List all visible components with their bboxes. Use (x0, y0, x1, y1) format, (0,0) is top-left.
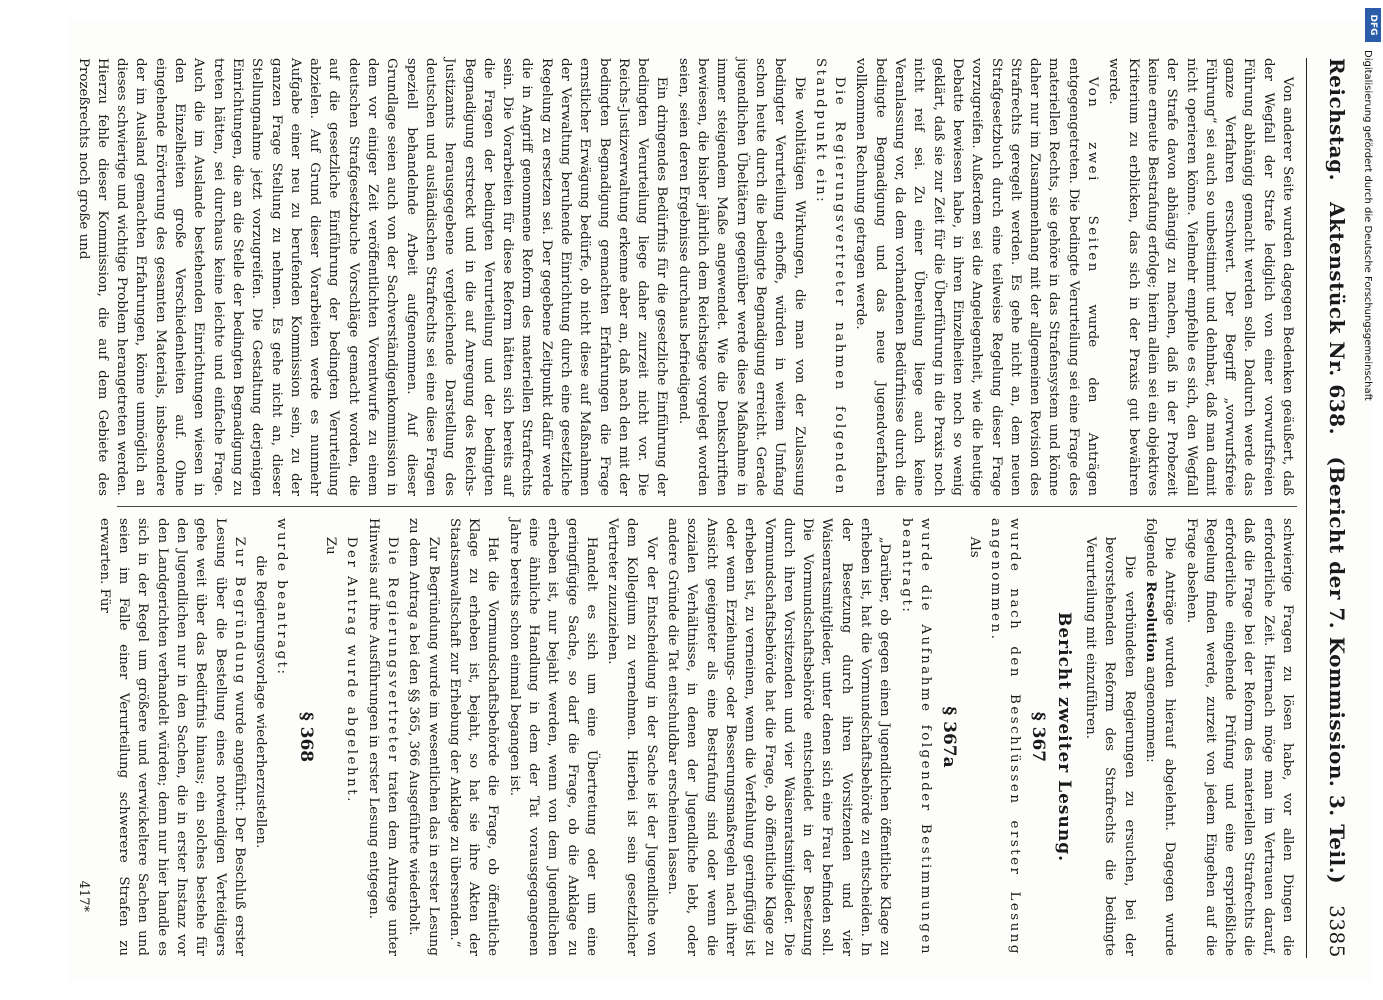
spaced-lead: Zur Begründung (231, 536, 247, 686)
dfg-watermark (1362, 8, 1381, 648)
s367-text: wurde nach den Beschlüssen erster Lesung angenommen. (987, 518, 1023, 956)
quote-paragraph-3: Handelt es sich um eine Übertretung oder um eine geringfügige Sache, so darf die Frage, ob die Anklage zu erheben ist, nur bejaht werden, wenn von dem Jugendlichen eine ähnliche Handlung in dem der Tat vorausgegangenen Jahre bereits schon einmal begangen ist. (506, 518, 599, 956)
sheet-number: 417* (76, 880, 91, 912)
left-paragraph-2 (851, 58, 1102, 496)
left-paragraph-4: Die wohltätigen Wirkungen, die man von der Zulassung bedingter Verurteilung erhoffe, würden in weitem Umfang schon heute durch die bedingte Begnadigung erreicht. Gerade jugendlichen Übeltätern gegenüber werde diese Maßnahme in immer steigendem Maße angewendet. Wie die Denkschriften bewiesen, die bisher jährlich dem Reichstage vorgelegt worden seien, seien deren Ergebnisse durchaus befriedigend. (675, 58, 807, 496)
left-paragraph-5: Ein dringendes Bedürfnis für die gesetzliche Einführung der bedingten Verurteilung liege daher zurzeit nicht vor. Die Reichs-Justizverwaltung erkenne aber an, daß nach den mit der bedingten Begnadigung gemachten Erfahrungen die Frage ernstlicher Erwägung bedürfe, ob nicht diese auf Maßnahmen der Verwaltung beruhende Einrichtung durch eine gesetzliche Regelung zu ersetzen sei. Der gegebene Zeitpunkt dafür werde die in Angriff genommene Reform des materiellen Strafrechts sein. Die Vorarbeiten für diese Reform hätten sich bereits auf die Fragen der bedingten Verurteilung und der bedingten Begnadigung erstreckt und in die auf Anregung des Reichs-Justizamts herausgegebene vergleichende Darstellung des deutschen und ausländischen Strafrechts sei eine diese Fragen speziell behandelnde Arbeit aufgenommen. Auf dieser Grundlage seien auch von der Sachverständigenkommission in dem vor einiger Zeit veröffentlichten Vorentwurfe zu einem deutschen Strafgesetzbuche Vorschläge gemacht worden, die auf die gesetzliche Einführung der bedingten Verurteilung abzielen. Auf Grund dieser Vorarbeiten werde es nunmehr Aufgabe einer neu zu berufenden Kommission sein, zu der ganzen Frage Stellung zu nehmen. Es gehe nicht an, dieser Stellungnahme jetzt vorzugreifen. Die Gestaltung derjenigen Einrichtungen, die an die Stelle der bedingten Begnadigung zu treten hätten, sei durchaus keine leichte und einfache Frage. Auch die im Auslande bestehenden Einrichtungen wiesen in den Einzelheiten große Verschiedenheiten auf. Ohne eingehende Erörterung des gesamten Materials, insbesondere der im Ausland gemachten Erfahrungen, könne unmöglich an dieses schwierige und wichtige Problem herangetreten werden. Hierzu fehle dieser Kommission, die auf dem Gebiete des Prozeßrechts noch große und (75, 58, 670, 496)
als-word: Als (966, 536, 982, 558)
header-document-number: Aktenstück Nr. 638. (1325, 202, 1349, 436)
quote-paragraph-1: „Darüber, ob gegen einen Jugendlichen öffentliche Klage zu erheben ist, hat die Vormundschaftsbehörde zu entscheiden. In der Besetzung durch ihren Vorsitzenden und vier Waisenratsmitglieder, unter denen sich eine Frau befinden soll. Die Vormundschaftsbehörde entscheidet in der Besetzung durch ihren Vorsitzenden und vier Waisenratsmitglieder. Die Vormundschaftsbehörde hat die Frage, ob öffentliche Klage zu erheben ist, zu verneinen, wenn die Verfehlung geringfügig ist oder wenn Erziehungs- oder Besserungsmaßregeln nach ihrer Ansicht geeigneter als eine Bestrafung sind oder wenn die sozialen Verhältnisse, in denen der Jugendliche lebt, oder andere Gründe die Tat entschuldbar erscheinen lassen. (665, 518, 893, 956)
right-column (97, 518, 1297, 956)
section-367: § 367 (1028, 711, 1049, 763)
left-paragraph-1: Von anderer Seite wurden dagegen Bedenken geäußert, daß der Wegfall der Strafe lediglich von einer vorwurfsfreien Führung abhängig gemacht werden solle. Dadurch werde das ganze Verfahren erschwert. Der Begriff „vorwurfsfreie Führung“ sei auch so unbestimmt und dehnbar, daß man damit nicht operieren könne. Vielmehr empfehle es sich, den Wegfall der Strafe davon abhängig zu machen, daß in der Probezeit keine erneute Bestrafung erfolge; hierin allein sei ein objektives Kriterium zu erblicken, das sich in der Praxis gut bewähren werde. (1106, 58, 1295, 496)
right-paragraph-2 (1141, 518, 1180, 956)
running-header (1309, 58, 1349, 958)
resolution-word: Resolution (1142, 581, 1159, 663)
section-367a: § 367a (939, 706, 960, 768)
paragraph-text: angenommen: (1142, 662, 1158, 763)
s367a-intro: wurde die Aufnahme folgender Bestimmungen beantragt: (898, 518, 933, 956)
paragraph-text: Die Anträge wurden hierauf abgelehnt. Dagegen wurde folgende (1142, 518, 1178, 956)
section-368: § 368 (295, 711, 316, 763)
dfg-credit: Digitalisierung gefördert durch die Deutsche Forschungsgemeinschaft (1362, 50, 1373, 401)
dfg-logo-text: DFG (1368, 14, 1378, 36)
quote-paragraph-2: Vor der Entscheidung in der Sache ist der Jugendliche von dem Kollegium zu vernehmen. Hierbei ist sein gesetzlicher Vertreter zuzuziehen. (605, 518, 659, 956)
spaced-lead: Die Regierungsvertreter nahmen folgenden Standpunkt ein: (812, 58, 848, 496)
section-title: Bericht zweiter Lesung. (1053, 611, 1074, 863)
right-paragraph-4 (363, 518, 402, 956)
column-divider (117, 506, 1297, 507)
right-paragraph-5: Der Antrag wurde abgelehnt. (344, 536, 360, 804)
page-paper (68, 18, 1373, 982)
zu-word: Zu (323, 536, 339, 555)
s368-item: die Regierungsvorlage wiederherzustellen. (253, 555, 269, 849)
left-column (75, 58, 1297, 496)
right-paragraph-3: Zur Begründung wurde im wesentlichen das in erster Lesung zu dem Antrag a bei den §§ 365, 366 Ausgeführte wiederholt. (406, 518, 441, 956)
paragraph-text: wurde den Anträgen entgegengetreten. Die bedingte Verurteilung sei eine Frage des materiellen Rechts, sie gehöre in das Strafensystem und könne daher nur im Zusammenhang mit der allgemeinen Revision des Strafrechts geregelt werden. Es gehe nicht an, dem neuen Strafgesetzbuch durch eine teilweise Regelung dieser Frage vorzugreifen. Außerdem sei die Angelegenheit, wie die heutige Debatte bewiesen habe, in ihren Einzelheiten noch so wenig geklärt, daß sie zur Zeit für die Überführung in die Praxis noch nicht reif sei. Zu einer Übereilung liege auch keine Veranlassung vor, da dem vorhandenen Bedürfnisse durch die bedingte Begnadigung und das neue Jugendverfahren vollkommen Rechnung getragen werde. (853, 58, 1101, 496)
dfg-logo (1365, 8, 1381, 42)
paragraph-text: traten dem Antrage unter Hinweis auf ihre Ausführungen in erster Lesung entgegen. (365, 518, 400, 956)
right-paragraph-1: schwierige Fragen zu lösen habe, vor allen Dingen die erforderliche Zeit. Hiernach möge man im Vertrauen darauf, daß die Frage bei der Reform des materiellen Strafrechts die erforderliche eingehende Prüfung und eine ersprießliche Regelung finden werde, zurzeit von jedem Eingehen auf die Frage absehen. (1183, 518, 1295, 956)
spaced-lead: Die Regierungsvertreter (384, 536, 400, 764)
spaced-lead: Von zwei Seiten (1085, 76, 1101, 274)
header-report-title: (Bericht der 7. Kommission. 3. Teil.) (1325, 456, 1349, 885)
left-paragraph-3 (811, 58, 850, 496)
quote-paragraph-4: Hat die Vormundschaftsbehörde die Frage, ob öffentliche Klage zu erheben ist, bejaht, so hat sie ihre Akten der Staatsanwaltschaft zur Erhebung der Anklage zu übersenden.“ (446, 518, 501, 956)
header-reichstag: Reichstag. (1325, 58, 1349, 182)
right-paragraph-7 (94, 518, 248, 956)
paragraph-text: wurde angeführt: Der Beschluß erster Lesung über die Bestellung eines notwendigen Verteidigers gehe weit über das Bedürfnis hinaus; ein solches bestehe für den Jugendlichen nur in den Sachen, die in erster Instanz vor den Landgerichten verhandelt würden; denn nur hier handle es sich in der Regel um größere und verwickeltere Sachen und seien im Falle einer Verurteilung schwerere Strafen zu erwarten. Für (96, 518, 247, 956)
resolution-text: Die verbündeten Regierungen zu ersuchen, bei der bevorstehenden Reform des Strafrechts die bedingte Verurteilung mit einzuführen. (1083, 536, 1137, 956)
s368-intro: wurde beantragt: (274, 518, 290, 677)
header-rule (1306, 58, 1307, 958)
page-number: 3385 (1325, 905, 1349, 958)
header-center (1325, 201, 1349, 885)
